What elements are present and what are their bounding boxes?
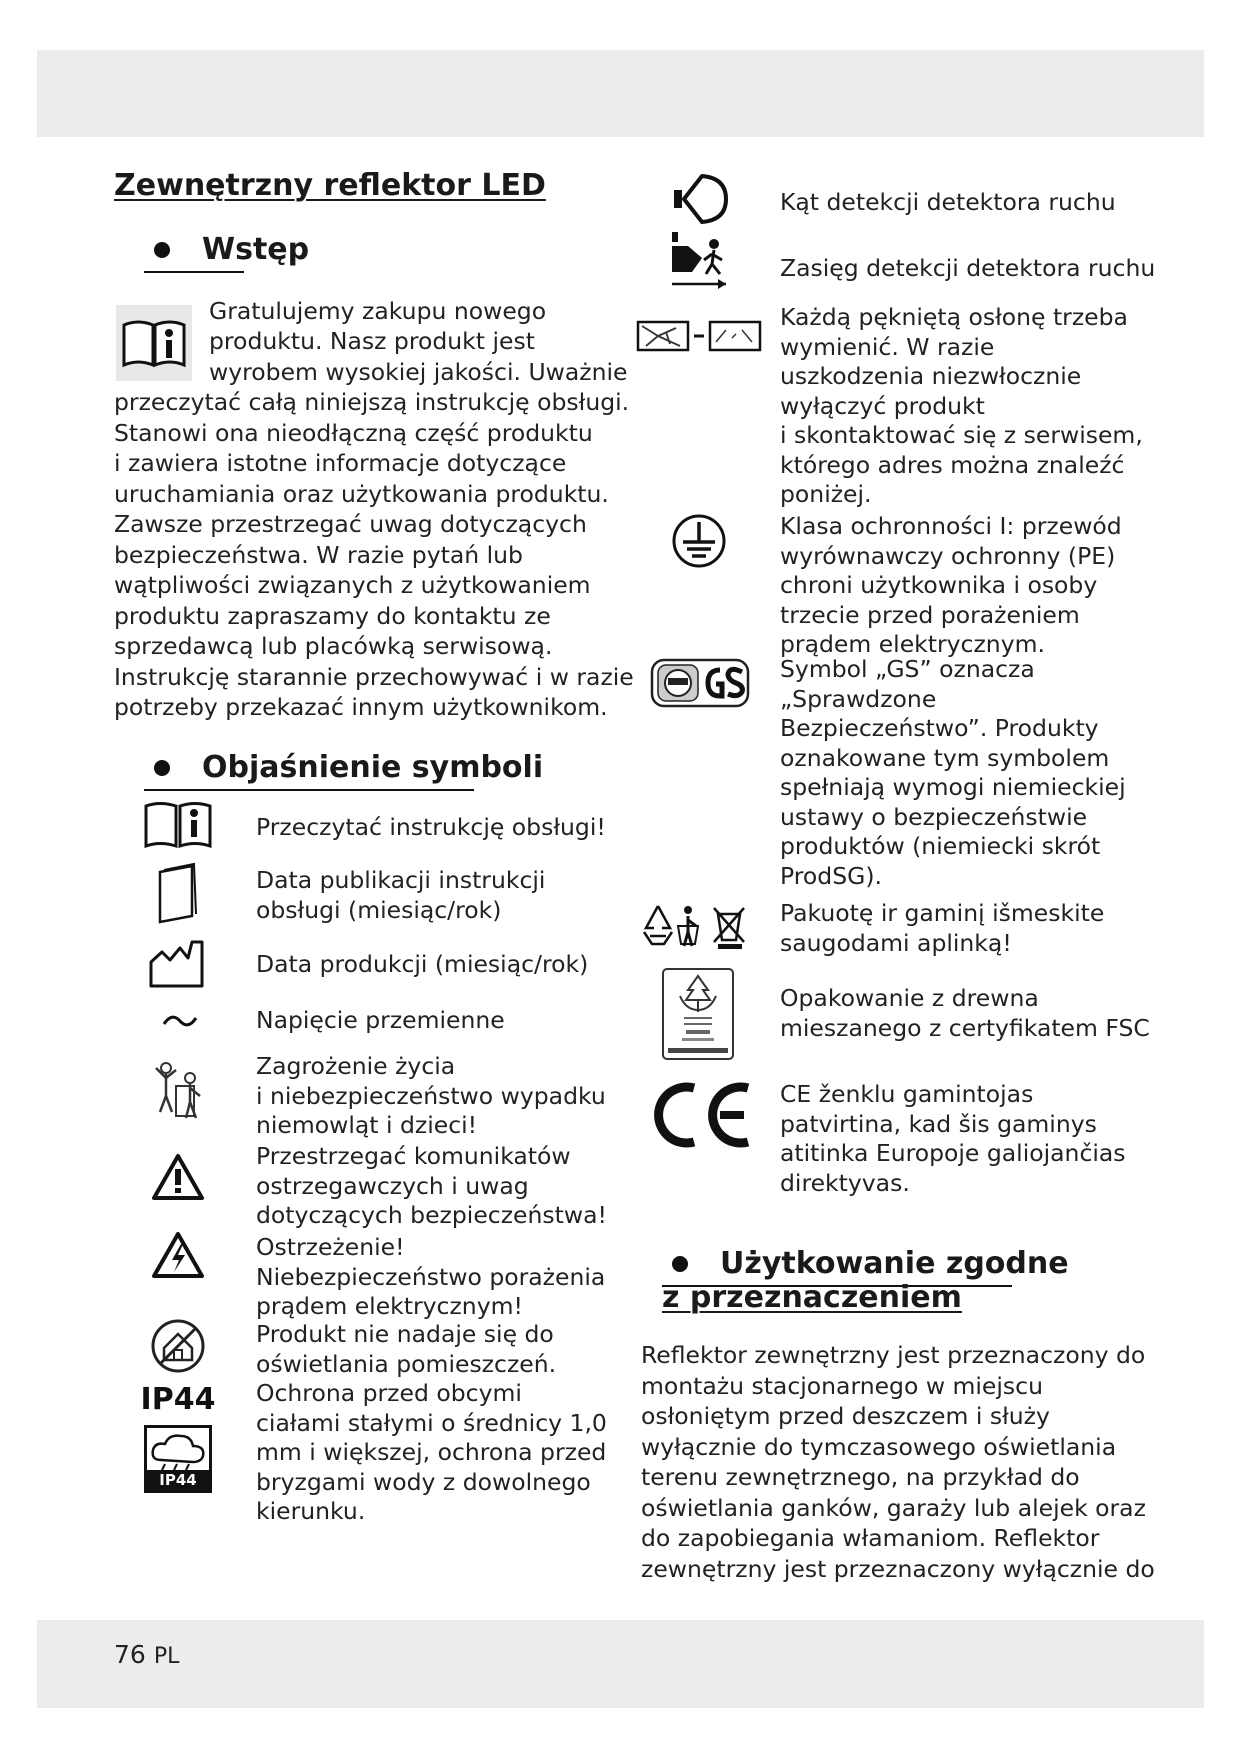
footer — [114, 1640, 179, 1669]
intro-line: produktu. Nasz produkt jest — [209, 327, 535, 355]
symbol-text-recycling: Pakuotę ir gaminį išmeskite saugodami aplinką! — [780, 899, 1105, 957]
header-band — [37, 50, 1204, 137]
intended-use-line: do zapobiegania włamaniom. Reflektor — [641, 1524, 1100, 1552]
intro-line: bezpieczeństwa. W razie pytań lub — [114, 541, 523, 569]
intro-line: Instrukcję starannie przechowywać i w razie — [114, 663, 634, 691]
symbol-text-factory: Data produkcji (miesiąc/rok) — [256, 950, 589, 978]
gs-mark-icon — [650, 656, 750, 710]
symbol-text-protection-class: Klasa ochronności I: przewód wyrównawczy ochronny (PE) chroni użytkownika i osoby trzecie przed porażeniem prądem elektrycznym. — [780, 512, 1122, 658]
ip44-badge-label: IP44 — [147, 1470, 209, 1490]
protection-class-icon — [670, 512, 728, 570]
intro-line: uruchamiania oraz użytkowania produktu. — [114, 480, 609, 508]
symbol-text-manual-date: Data publikacji instrukcji obsługi (miesiąc/rok) — [256, 866, 546, 924]
intended-use-line: oświetlania ganków, garaży lub alejek oraz — [641, 1494, 1146, 1522]
intro-heading-label: Wstęp — [202, 232, 310, 267]
intro-line: wątpliwości związanych z użytkowaniem — [114, 571, 591, 599]
symbol-text-ce-mark: CE ženklu gamintojas patvirtina, kad šis gaminys atitinka Europoje galiojančias direktyvas. — [780, 1080, 1126, 1197]
symbol-text-ac: Napięcie przemienne — [256, 1006, 505, 1034]
page-number: 76 — [114, 1640, 146, 1669]
detection-range-icon — [668, 230, 734, 296]
bullet-icon — [154, 242, 170, 258]
intro-line: Zawsze przestrzegać uwag dotyczących — [114, 510, 587, 538]
intended-use-line: montażu stacjonarnego w miejscu — [641, 1372, 1043, 1400]
bullet-icon — [672, 1256, 688, 1272]
ip44-icon — [138, 1378, 218, 1498]
intro-line: przeczytać całą niniejszą instrukcję obsługi. — [114, 388, 630, 416]
intended-use-line: zewnętrzny jest przeznaczony wyłącznie do — [641, 1555, 1155, 1583]
symbol-text-gs-mark: Symbol „GS” oznacza „Sprawdzone Bezpieczeństwo”. Produkty oznakowane tym symbolem spełniają wymogi niemieckiej ustawy o bezpieczeństwie produktów (niemiecki skrót ProdSG). — [780, 655, 1126, 890]
heading-underline — [144, 789, 474, 791]
heading-underline — [144, 271, 244, 273]
intended-use-line: terenu zewnętrznego, na przykład do — [641, 1463, 1080, 1491]
fsc-icon — [660, 966, 736, 1062]
warning-triangle-icon — [150, 1152, 206, 1202]
ce-mark-icon — [648, 1078, 752, 1152]
intro-line: produktu zapraszamy do kontaktu ze — [114, 602, 551, 630]
intended-use-line: osłoniętym przed deszczem i służy — [641, 1402, 1050, 1430]
symbol-text-detection-angle: Kąt detekcji detektora ruchu — [780, 188, 1116, 216]
bullet-icon — [154, 760, 170, 776]
intended-use-line: wyłącznie do tymczasowego oświetlania — [641, 1433, 1117, 1461]
read-manual-icon — [142, 800, 214, 850]
intro-line: i zawiera istotne informacje dotyczące — [114, 449, 567, 477]
symbol-text-child-danger: Zagrożenie życia i niebezpieczeństwo wypadku niemowląt i dzieci! — [256, 1052, 606, 1139]
intro-heading — [154, 232, 309, 267]
intended-use-line: Reflektor zewnętrzny jest przeznaczony do — [641, 1341, 1146, 1369]
intended-use-heading-label-1: Użytkowanie zgodne — [720, 1246, 1069, 1281]
symbol-text-ip44: Ochrona przed obcymi ciałami stałymi o średnicy 1,0 mm i większej, ochrona przed bryzgami wody z dowolnego kierunku. — [256, 1379, 607, 1525]
no-indoor-icon — [150, 1318, 206, 1374]
ip44-badge — [144, 1425, 212, 1493]
intro-line: potrzeby przekazać innym użytkownikom. — [114, 693, 608, 721]
factory-icon — [148, 938, 206, 990]
intro-line: Gratulujemy zakupu nowego — [209, 297, 547, 325]
symbol-text-warning: Przestrzegać komunikatów ostrzegawczych i uwag dotyczących bezpieczeństwa! — [256, 1142, 607, 1229]
intended-use-heading-line1 — [672, 1246, 1069, 1281]
symbol-text-no-indoor: Produkt nie nadaje się do oświetlania pomieszczeń. — [256, 1320, 557, 1378]
intro-line: sprzedawcą lub placówką serwisową. — [114, 632, 553, 660]
footer-band — [37, 1620, 1204, 1708]
alternating-current-icon — [160, 1008, 200, 1034]
symbol-text-detection-range: Zasięg detekcji detektora ruchu — [780, 254, 1156, 282]
symbols-heading-label: Objaśnienie symboli — [202, 750, 544, 785]
symbol-text-fsc: Opakowanie z drewna mieszanego z certyfikatem FSC — [780, 984, 1150, 1042]
cracked-glass-icon — [636, 318, 764, 354]
recycling-icon — [640, 900, 756, 950]
ip44-label: IP44 — [140, 1382, 216, 1417]
page-title: Zewnętrzny reflektor LED — [114, 168, 546, 203]
intro-line: Stanowi ona nieodłączną część produktu — [114, 419, 593, 447]
child-danger-icon — [150, 1060, 206, 1126]
electric-shock-icon — [150, 1230, 206, 1280]
symbol-text-read-manual: Przeczytać instrukcję obsługi! — [256, 813, 606, 841]
read-manual-icon — [116, 305, 192, 381]
symbol-text-cracked-glass: Każdą pękniętą osłonę trzeba wymienić. W razie uszkodzenia niezwłocznie wyłączyć produkt i skontaktować się z serwisem, którego adres można znaleźć poniżej. — [780, 303, 1143, 508]
page-language: PL — [153, 1644, 180, 1669]
detection-angle-icon — [672, 170, 730, 228]
intended-use-heading-line2: z przeznaczeniem — [662, 1280, 962, 1315]
symbol-text-electric: Ostrzeżenie! Niebezpieczeństwo porażenia prądem elektrycznym! — [256, 1233, 606, 1320]
intro-line: wyrobem wysokiej jakości. Uważnie — [209, 358, 628, 386]
symbols-heading — [154, 750, 543, 785]
manual-date-icon — [154, 862, 202, 924]
